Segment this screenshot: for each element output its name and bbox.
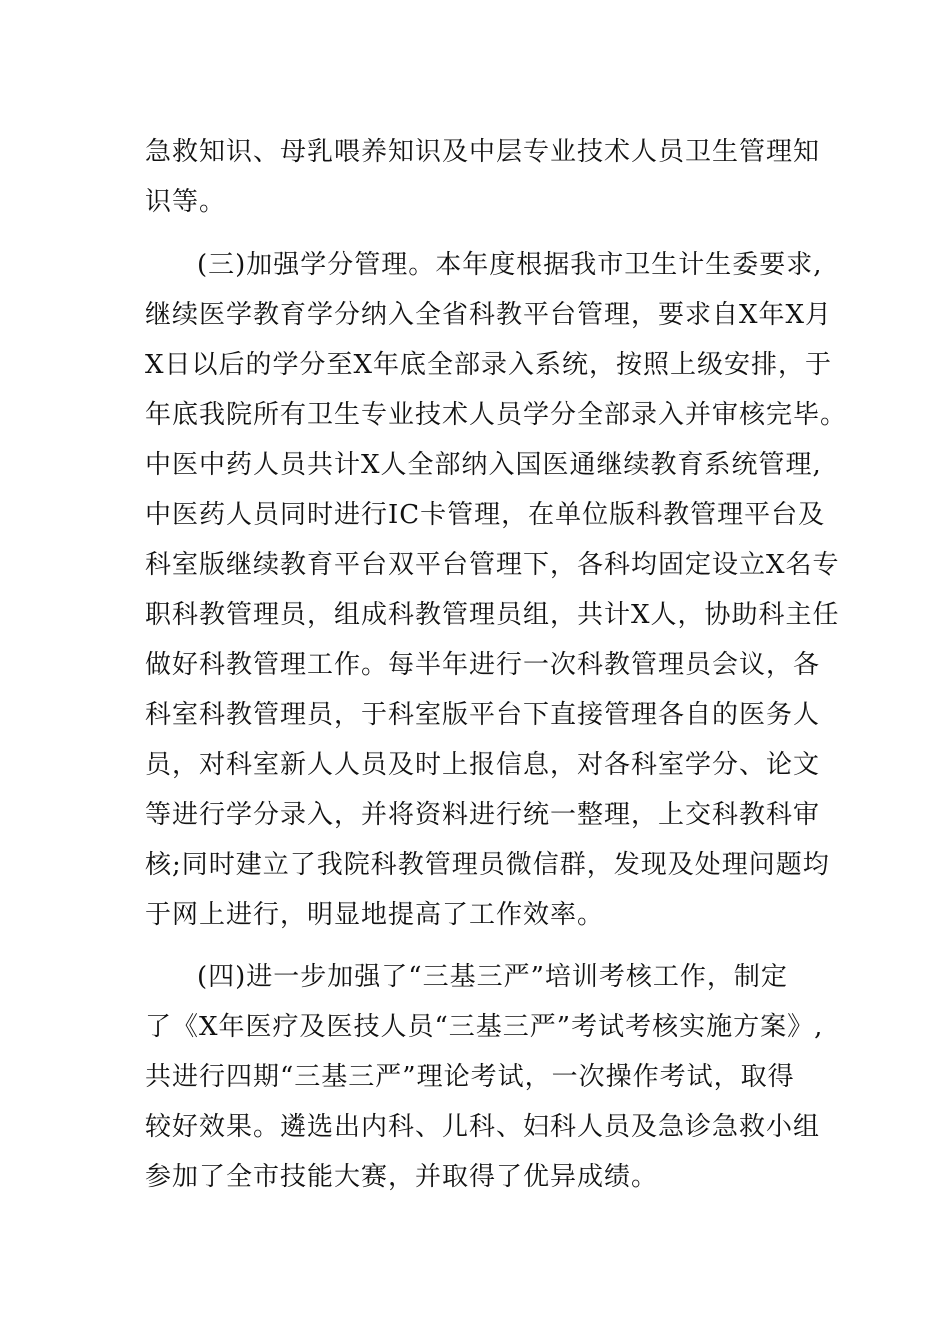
text-line: 年底我院所有卫生专业技术人员学分全部录入并审核完毕。	[145, 400, 848, 430]
text-line: 科室版继续教育平台双平台管理下，各科均固定设立X名专	[145, 550, 840, 580]
text-line: 较好效果。遴选出内科、儿科、妇科人员及急诊急救小组	[145, 1112, 821, 1142]
text-line: (四)进一步加强了“三基三严”培训考核工作，制定	[197, 962, 788, 992]
text-line: 参加了全市技能大赛，并取得了优异成绩。	[145, 1162, 659, 1192]
text-line: X日以后的学分至X年底全部录入系统，按照上级安排，于	[145, 350, 833, 380]
text-line: (三)加强学分管理。本年度根据我市卫生计生委要求,	[197, 250, 823, 280]
text-line: 识等。	[145, 187, 227, 217]
text-line: 员，对科室新人人员及时上报信息，对各科室学分、论文	[145, 750, 821, 780]
text-line: 继续医学教育学分纳入全省科教平台管理，要求自X年X月	[145, 300, 833, 330]
text-line: 于网上进行，明显地提高了工作效率。	[145, 900, 605, 930]
text-line: 科室科教管理员，于科室版平台下直接管理各自的医务人	[145, 700, 821, 730]
text-line: 等进行学分录入，并将资料进行统一整理，上交科教科审	[145, 800, 821, 830]
text-line: 共进行四期“三基三严”理论考试，一次操作考试，取得	[145, 1062, 795, 1092]
text-line: 了《X年医疗及医技人员“三基三严”考试考核实施方案》,	[145, 1012, 824, 1042]
text-line: 做好科教管理工作。每半年进行一次科教管理员会议，各	[145, 650, 821, 680]
text-line: 核;同时建立了我院科教管理员微信群，发现及处理问题均	[145, 850, 830, 880]
text-line: 中医药人员同时进行IC卡管理，在单位版科教管理平台及	[145, 500, 826, 530]
text-line: 急救知识、母乳喂养知识及中层专业技术人员卫生管理知	[145, 137, 821, 167]
text-line: 中医中药人员共计X人全部纳入国医通继续教育系统管理,	[145, 450, 822, 480]
text-line: 职科教管理员，组成科教管理员组，共计X人，协助科主任	[145, 600, 840, 630]
